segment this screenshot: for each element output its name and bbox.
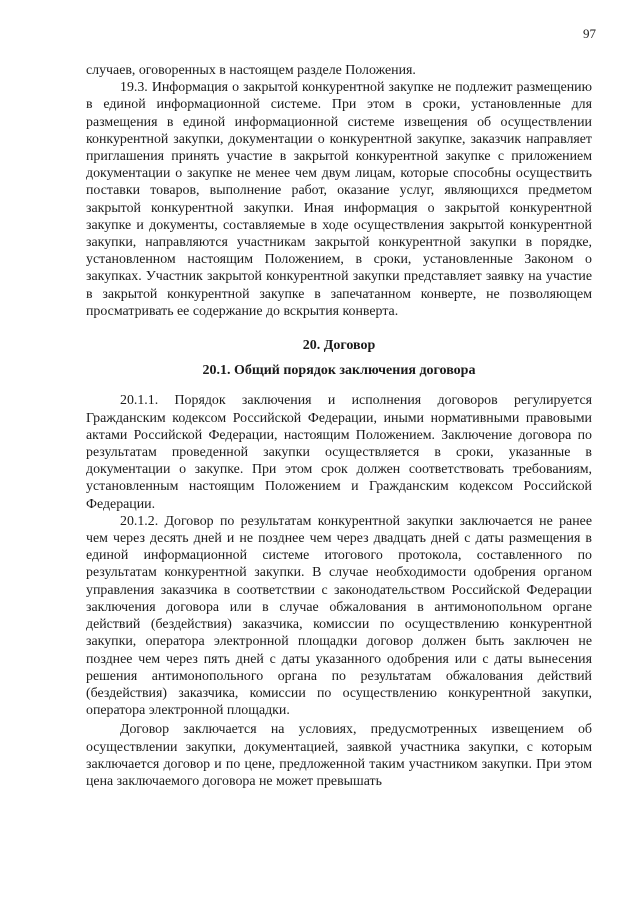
page-content: [86, 62, 592, 790]
subsection-heading: 20.1. Общий порядок заключения договора: [202, 363, 476, 379]
paragraph-contract-terms: Договор заключается на условиях, предусмотренных извещением об осуществлении закупки, документацией, заявкой участника закупки, с которым заключается договор и по цене, предложенной таким участником закупки. При этом цена заключаемого договора не может превышать: [86, 722, 592, 789]
paragraph-continuation: случаев, оговоренных в настоящем разделе Положения.: [86, 63, 416, 78]
page-number: 97: [583, 26, 596, 41]
section-heading: 20. Договор: [302, 338, 376, 354]
paragraph-20-1-2: 20.1.2. Договор по результатам конкурентной закупки заключается не ранее чем через десять дней и не позднее чем через двадцать дней с даты размещения в единой информационной системе итогового протокола, составленного по результатам конкурентной закупки. В случае необходимости одобрения органом управления заказчика в соответствии с законодательством Российской Федерации заключения договора или в случае обжалования в антимонопольном органе действий (бездействия) заказчика, комиссии по осуществлению конкурентной закупки, оператора электронной площадки договор должен быть заключен не позднее чем через пять дней с даты указанного одобрения или с даты вынесения решения антимонопольного органа по результатам обжалования действий (бездействия) заказчика, комиссии по осуществлению конкурентной закупки, оператора электронной площадки.: [86, 513, 592, 719]
paragraph-20-1-1: 20.1.1. Порядок заключения и исполнения договоров регулируется Гражданским кодексом Российской Федерации, иными нормативными правовыми актами Российской Федерации, настоящим Положением. Заключение договора по результатам проведенной закупки осуществляется в сроки, указанные в документации о закупке. При этом срок должен соответствовать требованиям, установленным настоящим Положением и Гражданским кодексом Российской Федерации.: [86, 393, 592, 512]
paragraph-19-3: 19.3. Информация о закрытой конкурентной закупке не подлежит размещению в единой информационной системе. При этом в сроки, установленные для размещения в единой информационной системе извещения об осуществлении конкурентной закупки, документации о конкурентной закупке, заказчик направляет приглашения принять участие в закрытой конкурентной закупке с приложением документации о закупке не менее чем двум лицам, которые способны осуществить поставки товаров, выполнение работ, оказание услуг, являющихся предметом закрытой конкурентной закупки. Иная информация о закрытой конкурентной закупке и документы, составляемые в ходе осуществления закрытой конкурентной закупки, направляются участникам закрытой конкурентной закупки в порядке, установленном настоящим Положением, в сроки, установленные Законом о закупках. Участник закрытой конкурентной закупки представляет заявку на участие в закрытой конкурентной закупке в запечатанном конверте, не позволяющем просматривать ее содержание до вскрытия конверта.: [86, 80, 592, 319]
